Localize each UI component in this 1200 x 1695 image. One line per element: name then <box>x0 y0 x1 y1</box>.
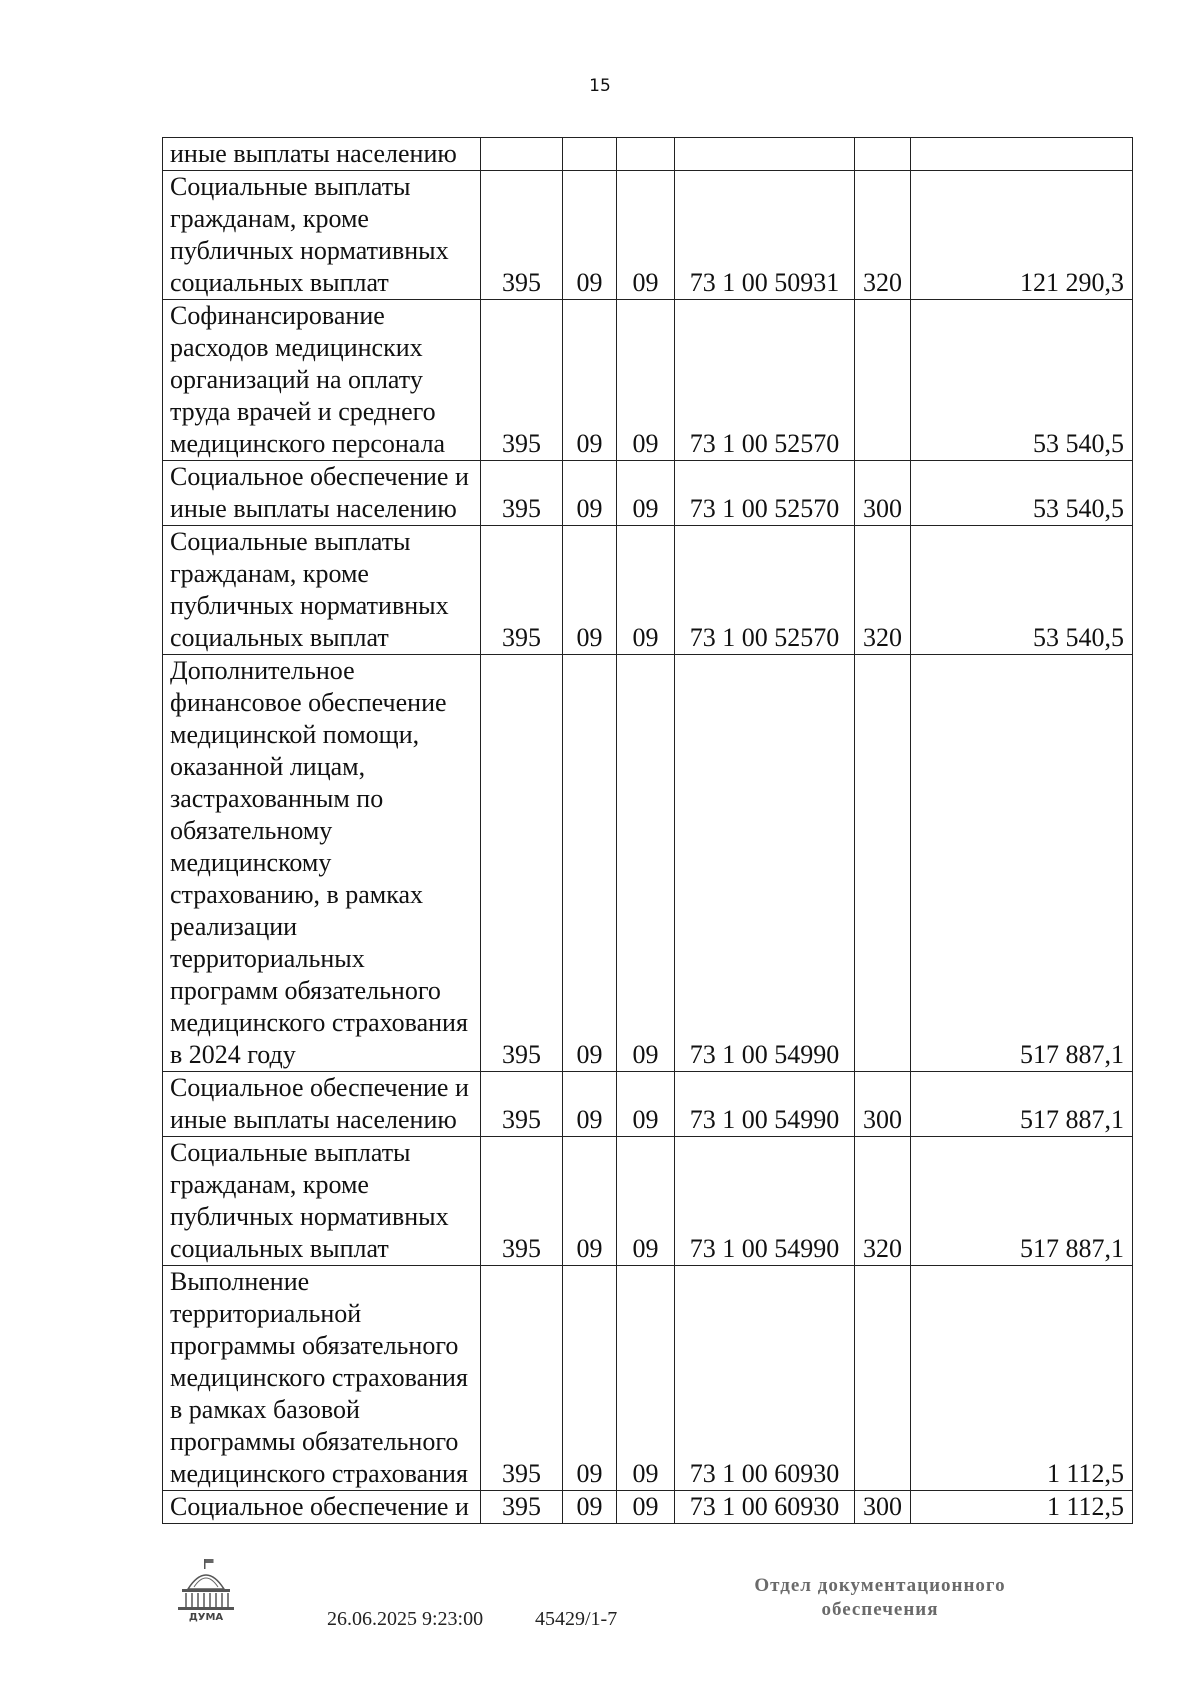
row-amount-cell: 53 540,5 <box>911 300 1133 461</box>
row-expense-type-cell <box>855 655 911 1072</box>
row-subsection-cell: 09 <box>617 1266 675 1491</box>
dept-line-2: обеспечения <box>821 1599 939 1620</box>
row-name-cell: Социальные выплаты гражданам, кроме публичных нормативных социальных выплат <box>163 171 481 300</box>
table-row <box>163 1491 1133 1524</box>
row-amount-cell: 517 887,1 <box>911 1137 1133 1266</box>
row-expense-type-cell: 300 <box>855 1072 911 1137</box>
row-subsection-cell: 09 <box>617 171 675 300</box>
row-expense-type-cell <box>855 138 911 171</box>
row-ministry-code-cell: 395 <box>481 1137 563 1266</box>
row-name-cell: Дополнительное финансовое обеспечение медицинской помощи, оказанной лицам, застрахованным по обязательному медицинскому страхованию, в рамках реализации территориальных программ обязательного медицинского страхования в 2024 году <box>163 655 481 1072</box>
row-section-cell: 09 <box>563 655 617 1072</box>
row-amount-cell: 517 887,1 <box>911 1072 1133 1137</box>
table-row <box>163 655 1133 1072</box>
row-ministry-code-cell: 395 <box>481 1491 563 1524</box>
row-target-article-cell: 73 1 00 52570 <box>675 526 855 655</box>
table-row <box>163 461 1133 526</box>
row-target-article-cell: 73 1 00 50931 <box>675 171 855 300</box>
dept-line-1: Отдел документационного <box>754 1575 1006 1596</box>
row-amount-cell <box>911 138 1133 171</box>
row-expense-type-cell: 320 <box>855 526 911 655</box>
row-section-cell: 09 <box>563 1491 617 1524</box>
row-target-article-cell: 73 1 00 54990 <box>675 655 855 1072</box>
row-section-cell: 09 <box>563 171 617 300</box>
budget-table <box>162 137 1133 1524</box>
row-section-cell: 09 <box>563 300 617 461</box>
row-section-cell <box>563 138 617 171</box>
row-name-cell: Социальное обеспечение и иные выплаты населению <box>163 461 481 526</box>
page-number: 15 <box>589 76 611 96</box>
row-name-cell: Софинансирование расходов медицинских организаций на оплату труда врачей и среднего медицинского персонала <box>163 300 481 461</box>
row-name-cell: Социальные выплаты гражданам, кроме публичных нормативных социальных выплат <box>163 1137 481 1266</box>
row-target-article-cell: 73 1 00 52570 <box>675 461 855 526</box>
row-ministry-code-cell: 395 <box>481 1072 563 1137</box>
table-row <box>163 138 1133 171</box>
row-amount-cell: 1 112,5 <box>911 1491 1133 1524</box>
row-subsection-cell: 09 <box>617 1137 675 1266</box>
row-subsection-cell <box>617 138 675 171</box>
table-row <box>163 1072 1133 1137</box>
logo-text: ДУМА <box>188 1612 224 1623</box>
row-target-article-cell <box>675 138 855 171</box>
row-expense-type-cell <box>855 300 911 461</box>
duma-building-icon <box>174 1557 238 1623</box>
footer-timestamp: 26.06.2025 9:23:00 <box>327 1608 484 1630</box>
row-target-article-cell: 73 1 00 60930 <box>675 1266 855 1491</box>
row-subsection-cell: 09 <box>617 300 675 461</box>
row-name-cell: иные выплаты населению <box>163 138 481 171</box>
table-row <box>163 1137 1133 1266</box>
row-target-article-cell: 73 1 00 52570 <box>675 300 855 461</box>
row-amount-cell: 53 540,5 <box>911 526 1133 655</box>
row-subsection-cell: 09 <box>617 655 675 1072</box>
row-amount-cell: 121 290,3 <box>911 171 1133 300</box>
row-ministry-code-cell: 395 <box>481 526 563 655</box>
row-section-cell: 09 <box>563 1137 617 1266</box>
row-subsection-cell: 09 <box>617 1491 675 1524</box>
row-expense-type-cell <box>855 1266 911 1491</box>
row-target-article-cell: 73 1 00 54990 <box>675 1137 855 1266</box>
row-section-cell: 09 <box>563 1266 617 1491</box>
table-row <box>163 1266 1133 1491</box>
row-ministry-code-cell: 395 <box>481 1266 563 1491</box>
row-section-cell: 09 <box>563 1072 617 1137</box>
row-expense-type-cell: 320 <box>855 171 911 300</box>
row-expense-type-cell: 300 <box>855 461 911 526</box>
table-row <box>163 300 1133 461</box>
row-subsection-cell: 09 <box>617 461 675 526</box>
row-subsection-cell: 09 <box>617 526 675 655</box>
row-amount-cell: 1 112,5 <box>911 1266 1133 1491</box>
row-ministry-code-cell: 395 <box>481 461 563 526</box>
footer-department-stamp <box>700 1574 1060 1622</box>
row-expense-type-cell: 300 <box>855 1491 911 1524</box>
footer-doc-number: 45429/1-7 <box>535 1608 618 1630</box>
table-row <box>163 171 1133 300</box>
row-ministry-code-cell: 395 <box>481 300 563 461</box>
row-amount-cell: 517 887,1 <box>911 655 1133 1072</box>
row-name-cell: Социальное обеспечение и <box>163 1491 481 1524</box>
row-name-cell: Выполнение территориальной программы обязательного медицинского страхования в рамках базовой программы обязательного медицинского страхования <box>163 1266 481 1491</box>
row-amount-cell: 53 540,5 <box>911 461 1133 526</box>
row-expense-type-cell: 320 <box>855 1137 911 1266</box>
row-name-cell: Социальное обеспечение и иные выплаты населению <box>163 1072 481 1137</box>
row-ministry-code-cell: 395 <box>481 171 563 300</box>
row-subsection-cell: 09 <box>617 1072 675 1137</box>
row-target-article-cell: 73 1 00 54990 <box>675 1072 855 1137</box>
row-target-article-cell: 73 1 00 60930 <box>675 1491 855 1524</box>
table-row <box>163 526 1133 655</box>
row-section-cell: 09 <box>563 461 617 526</box>
row-name-cell: Социальные выплаты гражданам, кроме публичных нормативных социальных выплат <box>163 526 481 655</box>
row-section-cell: 09 <box>563 526 617 655</box>
row-ministry-code-cell: 395 <box>481 655 563 1072</box>
row-ministry-code-cell <box>481 138 563 171</box>
